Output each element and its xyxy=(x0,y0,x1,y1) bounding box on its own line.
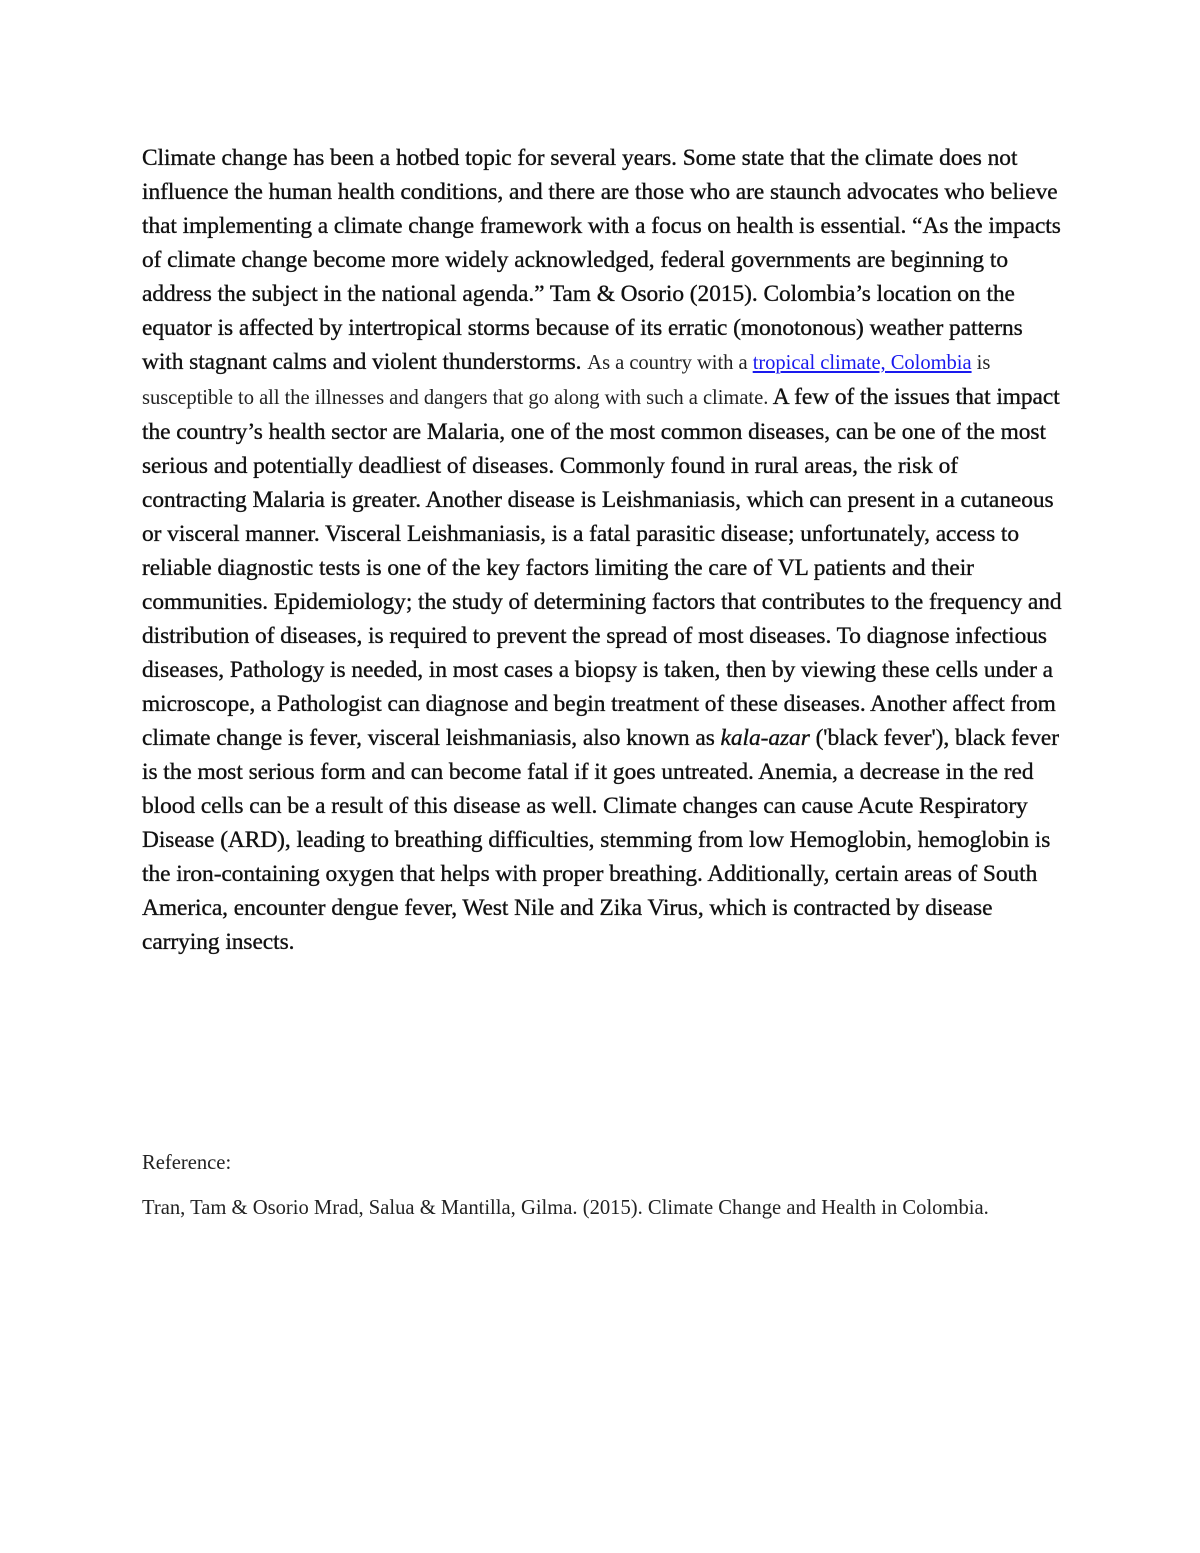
paragraph-text-part1: Climate change has been a hotbed topic for several years. Some state that the climate does not influence the human health conditions, and there are those who are staunch advocates who believe that implementing a climate change framework with a focus on health is essential. “As the impacts of climate change become more widely acknowledged, federal governments are beginning to address the subject in the national agenda.” Tam & Osorio (2015). Colombia’s location on the equator is affected by intertropical storms because of its erratic (monotonous) weather patterns with stagnant calms and violent thunderstorms. xyxy=(142,145,1061,375)
tropical-climate-link[interactable]: tropical climate, Colombia xyxy=(752,352,972,374)
paragraph-text-part5: ('black fever'), black fever is the most serious form and can become fatal if it goes untreated. Anemia, a decrease in the red blood cells can be a result of this disease as well. Climate changes can cause Acute Respiratory Disease (ARD), leading to breathing difficulties, stemming from low Hemoglobin, hemoglobin is the iron-containing oxygen that helps with proper breathing. Additionally, certain areas of South America, encounter dengue fever, West Nile and Zika Virus, which is contracted by disease carrying insects. xyxy=(142,725,1059,955)
reference-citation: Tran, Tam & Osorio Mrad, Salua & Mantilla, Gilma. (2015). Climate Change and Health in Colombia. xyxy=(142,1197,989,1219)
paragraph-text-part2: As a country with a xyxy=(587,352,753,374)
reference-heading: Reference: xyxy=(142,1152,232,1174)
kala-azar-term: kala-azar xyxy=(720,725,810,751)
paragraph-text-part4: A few of the issues that impact the country’s health sector are Malaria, one of the most common diseases, can be one of the most serious and potentially deadliest of diseases. Commonly found in rural areas, the risk of contracting Malaria is greater. Another disease is Leishmaniasis, which can present in a cutaneous or visceral manner. Visceral Leishmaniasis, is a fatal parasitic disease; unfortunately, access to reliable diagnostic tests is one of the key factors limiting the care of VL patients and their communities. Epidemiology; the study of determining factors that contributes to the frequency and distribution of diseases, is required to prevent the spread of most diseases. To diagnose infectious diseases, Pathology is needed, in most cases a biopsy is taken, then by viewing these cells under a microscope, a Pathologist can diagnose and begin treatment of these diseases. Another affect from climate change is fever, visceral leishmaniasis, also known as xyxy=(142,384,1062,751)
paragraph-text-part3: is susceptible to all the illnesses and dangers that go along with such a climate. xyxy=(142,352,991,409)
body-paragraph xyxy=(142,141,1067,959)
